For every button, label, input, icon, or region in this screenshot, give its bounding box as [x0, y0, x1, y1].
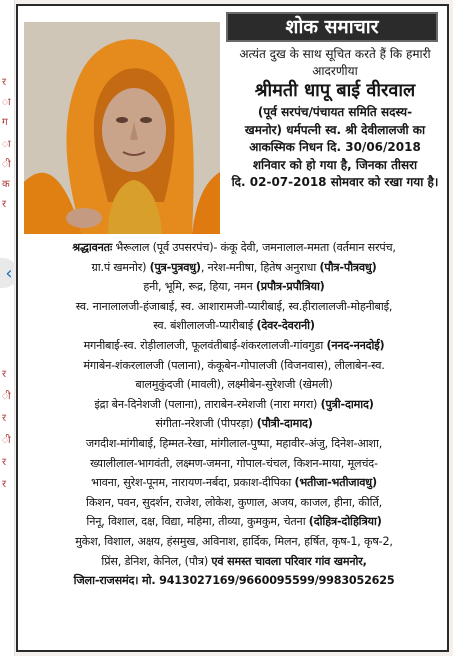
obituary-banner: शोक समाचार [226, 12, 438, 42]
mourners-line: मंगाबेन-शंकरलालजी (पलाना), कंकूबेन-गोपालजी (विजनवास), लीलाबेन-स्व. [83, 358, 385, 372]
mourners-list [22, 238, 446, 591]
adjacent-column-strip: र ा ग ा ी क र र ी र ी र र [0, 0, 15, 656]
obituary-card [16, 4, 449, 652]
mourners-line: स्व. नानालालजी-हंजाबाई, स्व. आशारामजी-प्यारीबाई, स्व.हीरालालजी-मोहनीबाई, [75, 299, 393, 313]
details-line: आकस्मिक निधन दि. 30/06/2018 [249, 140, 421, 154]
details-line: (पूर्व सरपंच/पंचायत समिति सदस्य- [257, 105, 413, 119]
details-line: शनिवार को हो गया है, जिनका तीसरा [252, 157, 418, 172]
mourners-line: प्रिंस, डेनिश, केनिल, (पौत्र) एवं समस्त चावला परिवार गांव खमनोर, [101, 554, 367, 568]
death-details [220, 104, 450, 192]
mourners-line: इंद्रा बेन-दिनेशजी (पलाना), ताराबेन-रमेशजी (नारा मगरा) (पुत्री-दामाद) [94, 397, 374, 411]
intro-text: अत्यंत दुख के साथ सूचित करते हैं कि हमारी आदरणीया [239, 47, 431, 78]
deceased-name: श्रीमती धापू बाई वीरवाल [254, 80, 416, 101]
deceased-portrait [24, 22, 220, 234]
mourners-line: संगीता-नरेशजी (पीपरड़ा) (पौत्री-दामाद) [155, 417, 313, 431]
chevron-left-icon: ‹ [5, 262, 13, 284]
mourners-line: भावना, सुरेश-पूनम, नारायण-नर्बदा, प्रकाश-दीपिका (भतीजा-भतीजावधु) [91, 476, 377, 490]
mourners-line: हनी, भूमि, रूद्र, हिया, नमन (प्रपौत्र-प्रपौत्रिया) [143, 280, 325, 294]
mourners-line: जगदीश-मांगीबाई, हिम्मत-रेखा, मांगीलाल-पुष्पा, महावीर-अंजु, दिनेश-आशा, [85, 436, 383, 450]
mourners-label: श्रद्धावनतः [72, 241, 113, 254]
details-line: दि. 02-07-2018 सोमवार को रखा गया है। [231, 175, 439, 189]
mourners-line: स्व. बंशीलालजी-प्यारीबाई (देवर-देवरानी) [153, 319, 315, 333]
mourners-line: ख्यालीलाल-भागवंती, लक्ष्मण-जमना, गोपाल-चंचल, किशन-माया, मूलचंद- [90, 456, 378, 470]
mourners-line: किशन, पवन, सुदर्शन, राजेश, लोकेश, कुणाल, अजय, काजल, हीना, कीर्ति, [85, 495, 383, 509]
details-line: खमनोर) धर्मपत्नी स्व. श्री देवीलालजी का [244, 122, 426, 137]
mourners-line: निनू, विशाल, दक्ष, विद्या, महिमा, तीव्या, कुमकुम, चेतना (दोहित्र-दोहित्रिया) [86, 515, 382, 529]
mourners-line: मुकेश, विशाल, अक्षय, हंसमुख, अविनाश, हार्दिक, मिलन, हर्षित, कृष-1, कृष-2, [75, 534, 393, 548]
mourners-line: मगनीबाई-स्व. रोड़ीलालजी, फूलवंतीबाई-शंकरलालजी-गांवगुडा (ननद-ननदोई) [83, 338, 385, 352]
mourners-line: जिला-राजसमंद। मो. 9413027169/9660095599/9983052625 [73, 574, 395, 588]
mourners-line: श्रद्धावनतः भैरूलाल (पूर्व उपसरपंच)- कंकू देवी, जमनालाल-ममता (वर्तमान सरपंच, [72, 241, 396, 254]
mourners-line: बालमुकुंदजी (मावली), लक्ष्मीबेन-सुरेशजी (खेमली) [135, 378, 333, 392]
mourners-line: ग्रा.पं खमनोर) (पुत्र-पुत्रवधु), नरेश-मनीषा, हितेष अनुराधा (पौत्र-पौत्रवधु) [91, 260, 377, 274]
